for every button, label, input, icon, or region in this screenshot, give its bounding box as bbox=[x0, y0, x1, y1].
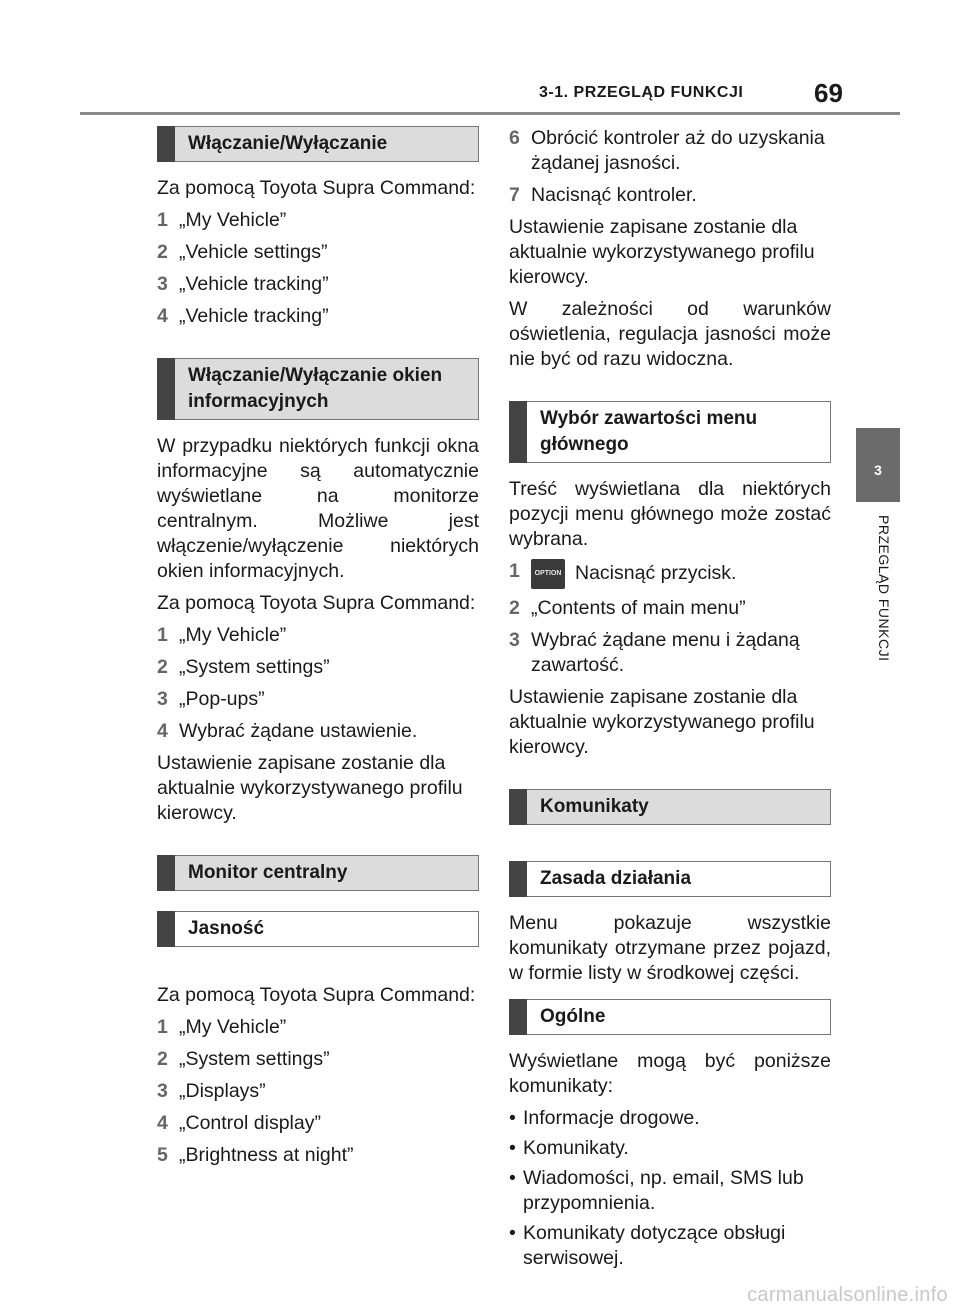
step-item: 3 „Displays” bbox=[157, 1080, 266, 1102]
header-rule bbox=[80, 112, 900, 115]
heading-ogolne: Ogólne bbox=[509, 999, 831, 1035]
list-item: • Komunikaty dotyczące obsługi serwisowej. bbox=[509, 1222, 786, 1269]
list-item: • Wiadomości, np. email, SMS lub przypomnienia. bbox=[509, 1167, 804, 1214]
step-item: 3 Wybrać żądane menu i żądaną zawartość. bbox=[509, 629, 800, 676]
chapter-side-label: PRZEGLĄD FUNKCJI bbox=[876, 515, 892, 662]
note-text: W zależności od warunków oświetlenia, regulacja jasności może nie być od razu widoczna. bbox=[509, 298, 831, 370]
watermark: carmanualsonline.info bbox=[747, 1284, 948, 1306]
note-text: Ustawienie zapisane zostanie dla aktualnie wykorzystywanego profilu kierowcy. bbox=[509, 216, 815, 288]
page-header bbox=[500, 76, 900, 110]
step-item: 1 „My Vehicle” bbox=[157, 624, 287, 646]
heading-jasnosc: Jasność bbox=[157, 911, 479, 947]
page-number: 69 bbox=[814, 78, 843, 108]
heading-zasada-dzialania: Zasada działania bbox=[509, 861, 831, 897]
step-item: 6 Obrócić kontroler aż do uzyskania żądanej jasności. bbox=[509, 127, 825, 174]
note-text: Ustawienie zapisane zostanie dla aktualnie wykorzystywanego profilu kierowcy. bbox=[509, 686, 815, 758]
step-item: 3 „Vehicle tracking” bbox=[157, 273, 329, 295]
intro-text: Za pomocą Toyota Supra Command: bbox=[157, 984, 476, 1006]
left-column bbox=[157, 126, 479, 1175]
step-item: 4 Wybrać żądane ustawienie. bbox=[157, 720, 418, 742]
option-button-icon: OPTION bbox=[531, 559, 565, 589]
list-item: • Informacje drogowe. bbox=[509, 1107, 700, 1129]
body-text: W przypadku niektórych funkcji okna informacyjne są automatycznie wyświetlane na monitorze centralnym. Możliwe jest włączenie/wyłączenie niektórych okien informacyjnych. bbox=[157, 435, 479, 582]
list-item: • Komunikaty. bbox=[509, 1137, 629, 1159]
step-item: 2 „System settings” bbox=[157, 656, 330, 678]
step-item: 1 „My Vehicle” bbox=[157, 1016, 287, 1038]
right-column bbox=[509, 126, 831, 1276]
section-title: 3-1. PRZEGLĄD FUNKCJI bbox=[539, 84, 744, 101]
step-item: 5 „Brightness at night” bbox=[157, 1144, 354, 1166]
body-text: Treść wyświetlana dla niektórych pozycji menu głównego może zostać wybrana. bbox=[509, 478, 831, 550]
step-item: 7 Nacisnąć kontroler. bbox=[509, 184, 697, 206]
step-item: 2 „System settings” bbox=[157, 1048, 330, 1070]
step-item: 4 „Vehicle tracking” bbox=[157, 305, 329, 327]
note-text: Ustawienie zapisane zostanie dla aktualnie wykorzystywanego profilu kierowcy. bbox=[157, 752, 463, 824]
heading-monitor-centralny: Monitor centralny bbox=[157, 855, 479, 891]
intro-text: Za pomocą Toyota Supra Command: bbox=[157, 592, 476, 614]
step-item: 1 OPTION Nacisnąć przycisk. bbox=[509, 559, 831, 589]
chapter-tab: 3 bbox=[856, 428, 900, 502]
heading-komunikaty: Komunikaty bbox=[509, 789, 831, 825]
intro-text: Za pomocą Toyota Supra Command: bbox=[157, 177, 476, 199]
heading-wlaczanie: Włączanie/Wyłączanie bbox=[157, 126, 479, 162]
step-item: 2 „Vehicle settings” bbox=[157, 241, 328, 263]
heading-okna-informacyjne: Włączanie/Wyłączanie okien informacyjnych bbox=[157, 358, 479, 420]
step-item: 2 „Contents of main menu” bbox=[509, 597, 746, 619]
step-item: 4 „Control display” bbox=[157, 1112, 321, 1134]
body-text: Menu pokazuje wszystkie komunikaty otrzymane przez pojazd, w formie listy w środkowej części. bbox=[509, 912, 831, 984]
heading-menu-glowne: Wybór zawartości menu głównego bbox=[509, 401, 831, 463]
step-item: 3 „Pop-ups” bbox=[157, 688, 265, 710]
body-text: Wyświetlane mogą być poniższe komunikaty: bbox=[509, 1050, 831, 1097]
step-item: 1 „My Vehicle” bbox=[157, 209, 287, 231]
